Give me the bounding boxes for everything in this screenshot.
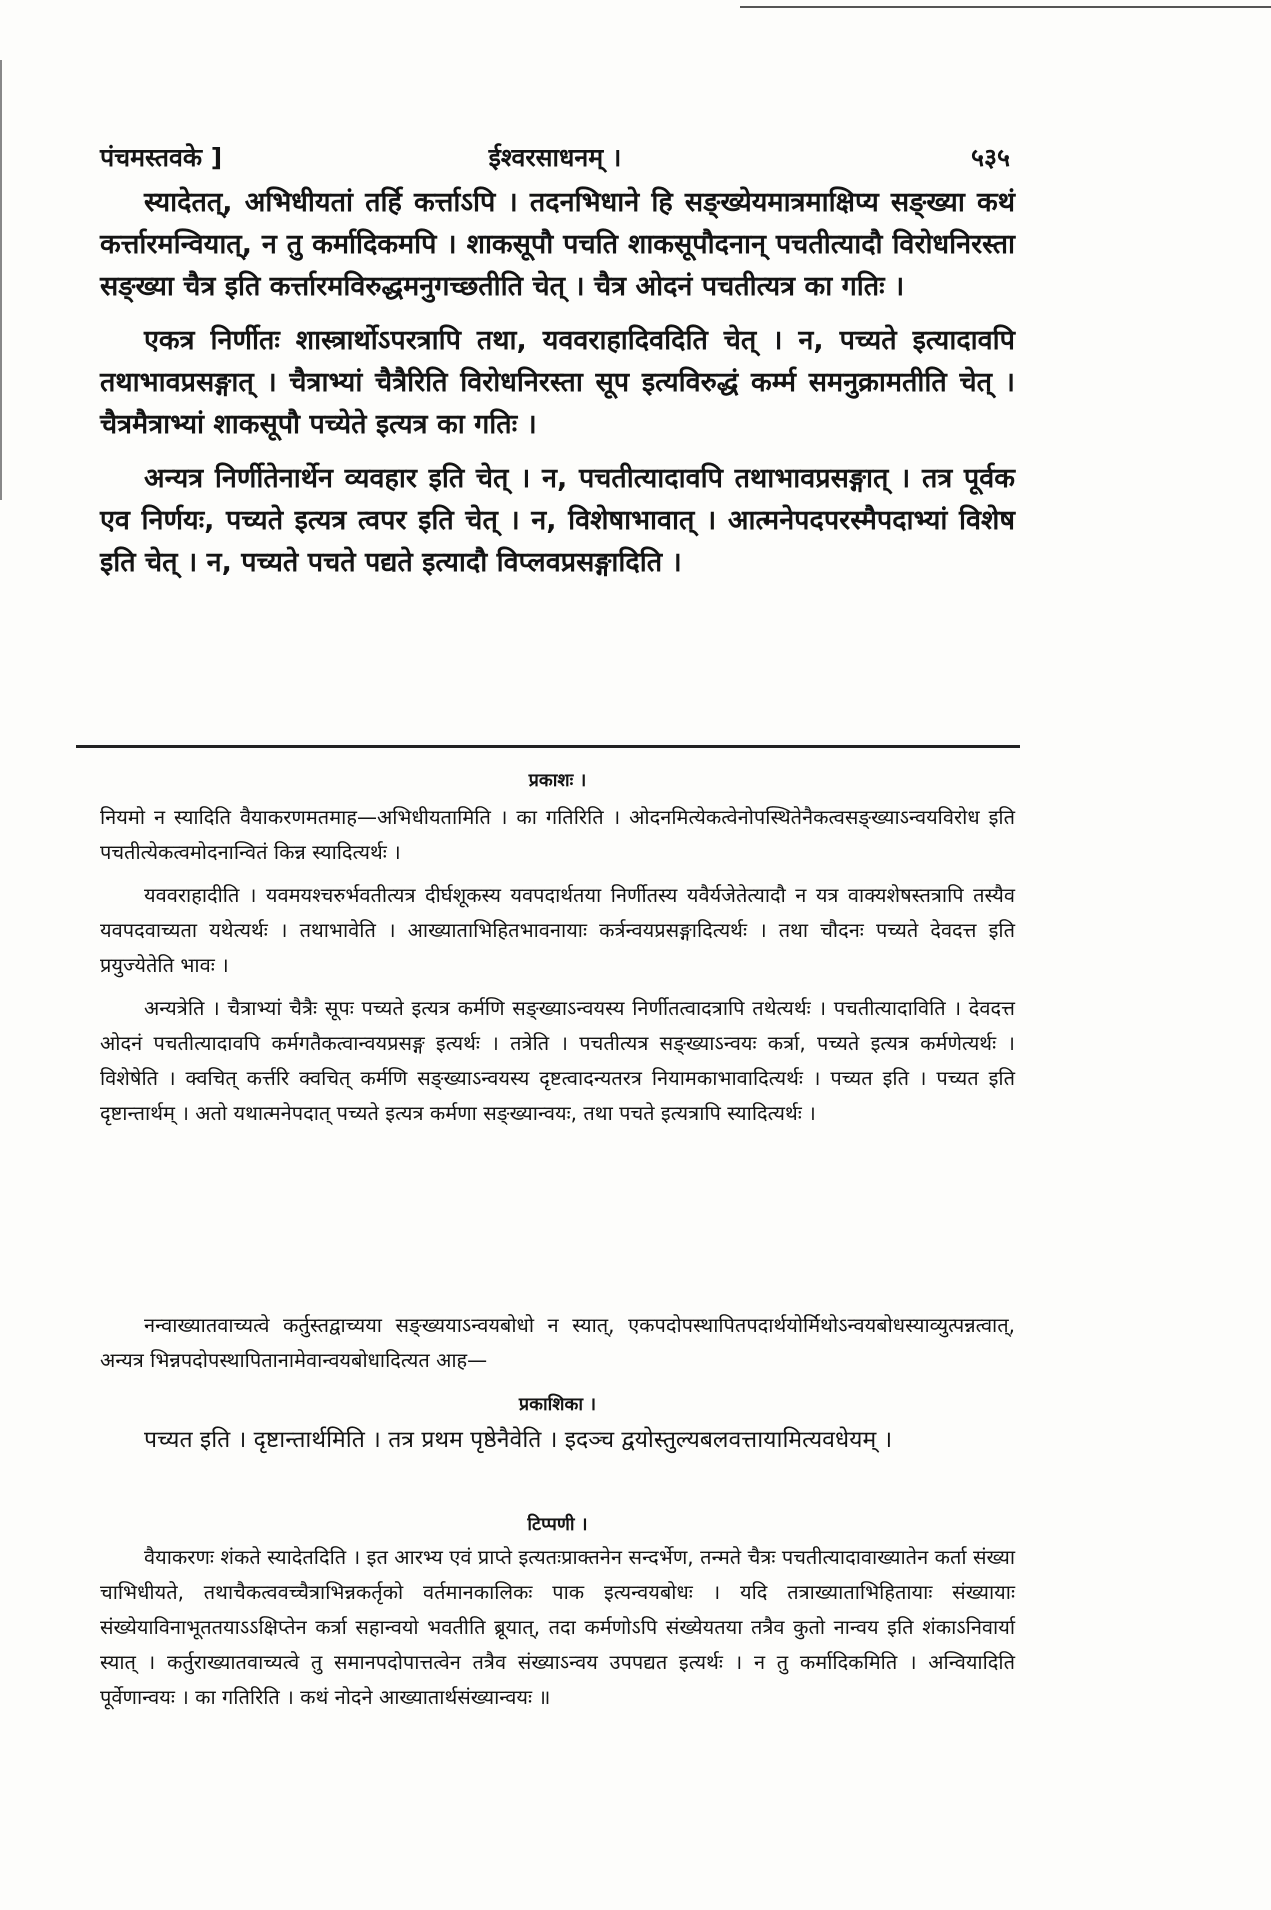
commentary-paragraph: नियमो न स्यादिति वैयाकरणमतमाह—अभिधीयतामिति । का गतिरिति । ओदनमित्येकत्वेनोपस्थितेनैकत्वसङ्ख्याऽन्वयविरोध इति पचतीत्येकत्वमोदनान्वितं किन्न स्यादित्यर्थः । [100,805,1015,864]
tippani-notes [100,1540,1015,1723]
top-border-line [740,6,1271,8]
main-text [100,182,1015,596]
header-title: ईश्वरसाधनम् । [488,143,622,172]
commentary-paragraph: यववराहादीति । यवमयश्चरुर्भवतीत्यत्र दीर्घशूकस्य यवपदार्थतया निर्णीतस्य यवैर्यजेतेत्यादौ न यत्र वाक्यशेषस्तत्रापि तस्यैव यवपदवाच्यता यथेत्यर्थः । तथाभावेति । आख्याताभिहितभावनायाः कर्त्रन्वयप्रसङ्गादित्यर्थः । तथा चौदनः पच्यते देवदत्त इति प्रयुज्येतेति भावः । [100,883,1015,977]
running-header [100,140,1010,180]
tippani-title: टिप्पणी । [527,1514,588,1535]
prakashika-title: प्रकाशिका । [518,1394,597,1415]
prakashika-intro-text: नन्वाख्यातवाच्यत्वे कर्तुस्तद्वाच्यया सङ्ख्ययाऽन्वयबोधो न स्यात्, एकपदोपस्थापितपदार्थयोर्मिथोऽन्वयबोधस्याव्युत्पन्नत्वात्, अन्यत्र भिन्नपदोपस्थापितानामेवान्वयबोधादित्यत आह— [100,1313,1015,1372]
prakashika-commentary [100,1422,1015,1463]
tippani-text: वैयाकरणः शंकते स्यादेतदिति । इत आरभ्य एवं प्राप्ते इत्यतःप्राक्तनेन सन्दर्भेण, तन्मते चैत्रः पचतीत्यादावाख्यातेन कर्ता संख्या चाभिधीयते, तथाचैकत्ववच्चैत्राभिन्नकर्तृको वर्तमानकालिकः पाक इत्यन्वयबोधः । यदि तत्राख्याताभिहितायाः संख्यायाः संख्येयाविनाभूततयाऽऽक्षिप्तेन कर्त्रा सहान्वयो भवतीति ब्रूयात्, तदा कर्मणोऽपि संख्येयतया तत्रैव कुतो नान्वय इति शंकाऽनिवार्या स्यात् । कर्तुराख्यातवाच्यत्वे तु समानपदोपात्तत्वेन तत्रैव संख्याऽन्वय उपपद्यत इत्यर्थः । न तु कर्मादिकमिति । अन्वियादिति पूर्वेणान्वयः । का गतिरिति । कथं नोदने आख्यातार्थसंख्यान्वयः ॥ [100,1545,1015,1709]
prakashika-text: पच्यत इति । दृष्टान्तार्थमिति । तत्र प्रथम पृष्ठेनैवेति । इदञ्च द्वयोस्तुल्यबलवत्तायामित्यवधेयम् । [144,1427,893,1453]
section-divider [76,745,1020,748]
main-paragraph: एकत्र निर्णीतः शास्त्रार्थोऽपरत्रापि तथा, यववराहादिवदिति चेत् । न, पच्यते इत्यादावपि तथाभावप्रसङ्गात् । चैत्राभ्यां चैत्रैरिति विरोधनिरस्ता सूप इत्यविरुद्धं कर्म्म समनुक्रामतीति चेत् । चैत्रमैत्राभ्यां शाकसूपौ पच्येते इत्यत्र का गतिः । [100,325,1015,440]
header-chapter: पंचमस्तवके ] [100,143,223,172]
prakasha-title: प्रकाशः । [528,770,587,791]
left-margin-mark [0,60,2,500]
main-paragraph: स्यादेतत्, अभिधीयतां तर्हि कर्त्ताऽपि । तदनभिधाने हि सङ्ख्येयमात्रमाक्षिप्य सङ्ख्या कथं कर्त्तारमन्वियात्, न तु कर्मादिकमपि । शाकसूपौ पचति शाकसूपौदनान् पचतीत्यादौ विरोधनिरस्ता सङ्ख्या चैत्र इति कर्त्तारमविरुद्धमनुगच्छतीति चेत् । चैत्र ओदनं पचतीत्यत्र का गतिः । [100,187,1015,302]
page-number: ५३५ [970,143,1010,172]
main-paragraph: अन्यत्र निर्णीतेनार्थेन व्यवहार इति चेत् । न, पचतीत्यादावपि तथाभावप्रसङ्गात् । तत्र पूर्वक एव निर्णयः, पच्यते इत्यत्र त्वपर इति चेत् । न, विशेषाभावात् । आत्मनेपदपरस्मैपदाभ्यां विशेष इति चेत् । न, पच्यते पचते पद्यते इत्यादौ विप्लवप्रसङ्गादिति । [100,463,1015,578]
prakashika-intro [100,1308,1015,1386]
commentary-paragraph: अन्यत्रेति । चैत्राभ्यां चैत्रैः सूपः पच्यते इत्यत्र कर्मणि सङ्ख्याऽन्वयस्य निर्णीतत्वादत्रापि तथेत्यर्थः । पचतीत्यादाविति । देवदत्त ओदनं पचतीत्यादावपि कर्मगतैकत्वान्वयप्रसङ्ग इत्यर्थः । तत्रेति । पचतीत्यत्र सङ्ख्याऽन्वयः कर्त्रा, पच्यते इत्यत्र कर्मणेत्यर्थः । विशेषेति । क्वचित् कर्त्तरि क्वचित् कर्मणि सङ्ख्याऽन्वयस्य दृष्टत्वादन्यतरत्र नियामकाभावादित्यर्थः । पच्यत इति । पच्यत इति दृष्टान्तार्थम् । अतो यथात्मनेपदात् पच्यते इत्यत्र कर्मणा सङ्ख्यान्वयः, तथा पचते इत्यत्रापि स्यादित्यर्थः । [100,996,1015,1125]
prakasha-commentary [100,800,1015,1139]
